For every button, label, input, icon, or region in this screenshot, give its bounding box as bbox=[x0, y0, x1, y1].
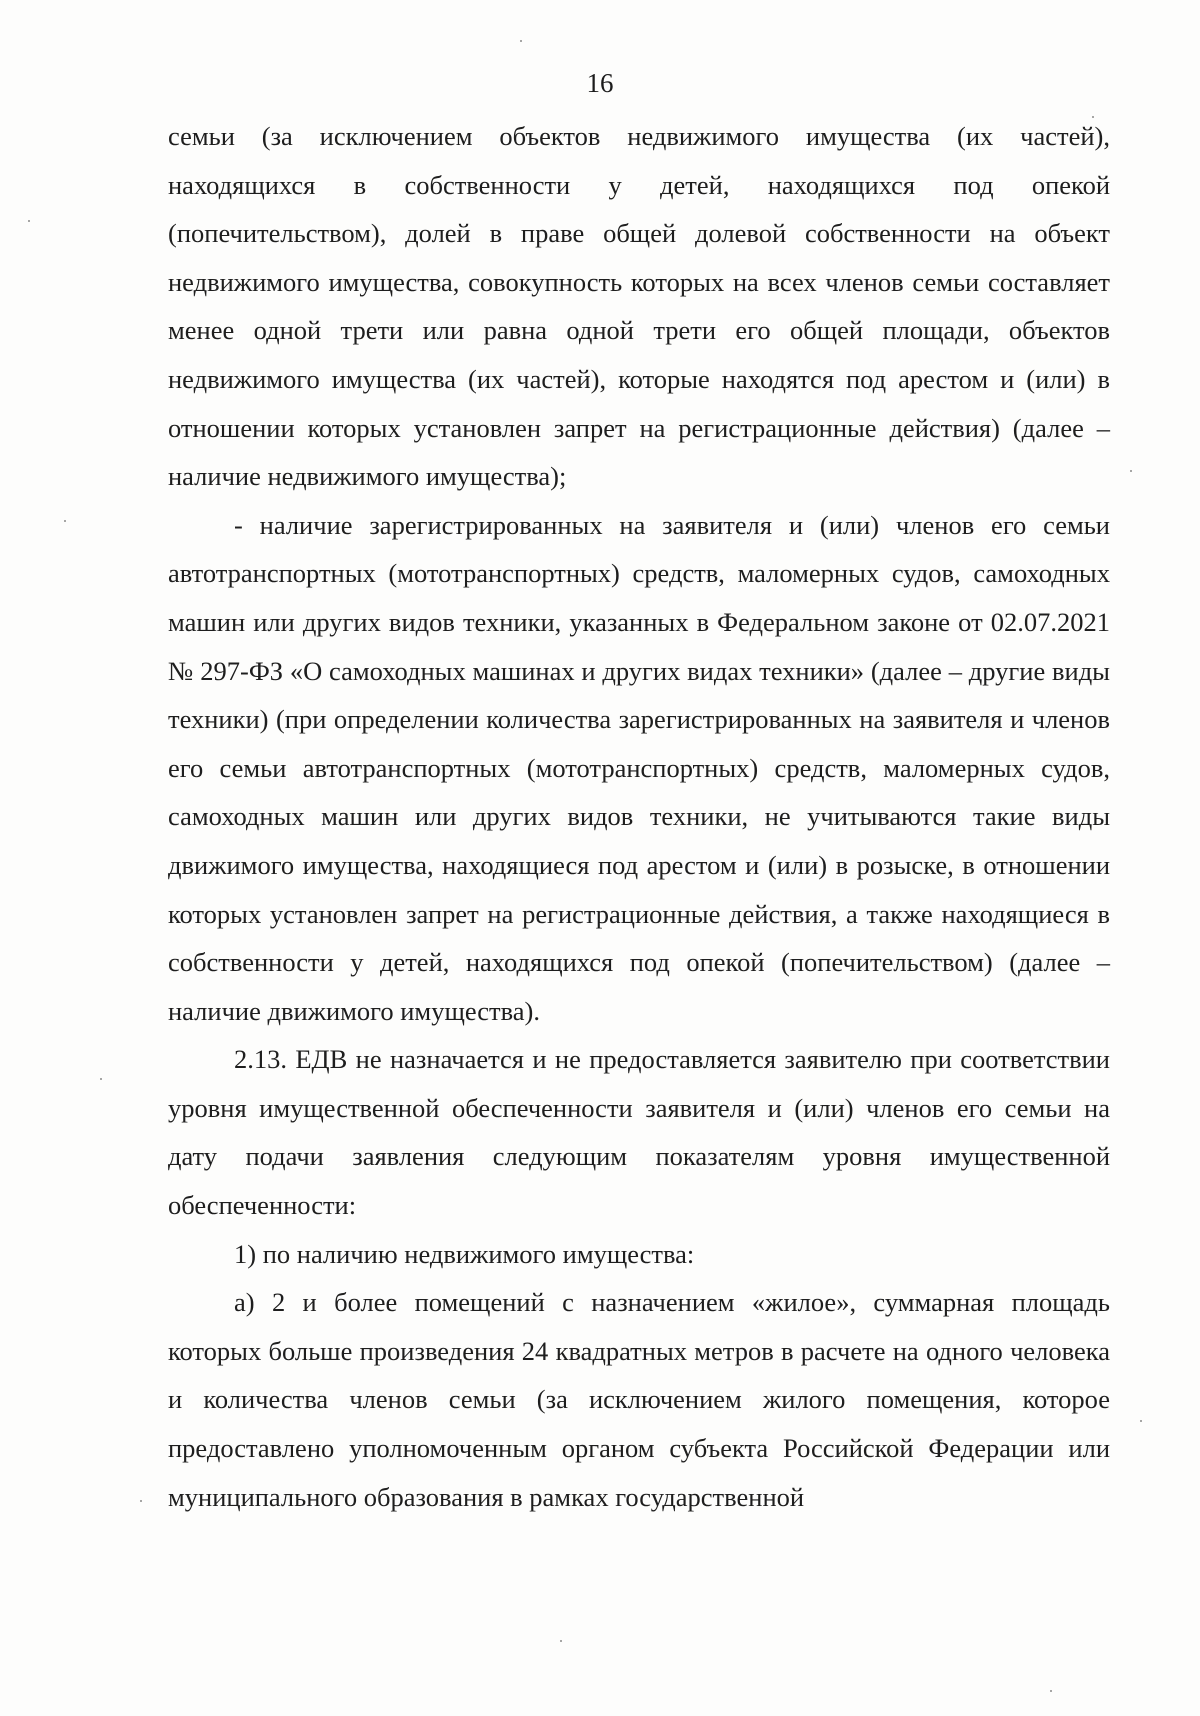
scan-speck bbox=[560, 1640, 562, 1642]
paragraph-item-1: 1) по наличию недвижимого имущества: bbox=[234, 1238, 695, 1269]
scan-speck bbox=[28, 220, 30, 222]
scan-speck bbox=[520, 40, 522, 42]
page-number: 16 bbox=[586, 68, 614, 98]
paragraph-section-2-13: 2.13. ЕДВ не назначается и не предоставляется заявителю при соответствии уровня имущественной обеспеченности заявителя и (или) членов его семьи на дату подачи заявления следующим показателям уровня имущественной обеспеченности: bbox=[168, 1044, 1110, 1221]
document-body bbox=[168, 112, 1110, 1521]
scan-speck bbox=[1140, 1420, 1142, 1422]
paragraph-item-a: а) 2 и более помещений с назначением «жилое», суммарная площадь которых больше произведения 24 квадратных метров в расчете на одного человека и количества членов семьи (за исключением жилого помещения, которое предоставлено уполномоченным органом субъекта Российской Федерации или муниципального образования в рамках государственной bbox=[168, 1287, 1110, 1512]
scan-speck bbox=[1050, 1690, 1052, 1692]
scan-speck bbox=[1130, 470, 1132, 472]
paragraph-movable-property: - наличие зарегистрированных на заявителя и (или) членов его семьи автотранспортных (мототранспортных) средств, маломерных судов, самоходных машин или других видов техники, указанных в Федеральном законе от 02.07.2021 № 297-ФЗ «О самоходных машинах и других видах техники» (далее – другие виды техники) (при определении количества зарегистрированных на заявителя и членов его семьи автотранспортных (мототранспортных) средств, маломерных судов, самоходных машин или других видов техники, не учитываются такие виды движимого имущества, находящиеся под арестом и (или) в розыске, в отношении которых установлен запрет на регистрационные действия, а также находящиеся в собственности у детей, находящихся под опекой (попечительством) (далее – наличие движимого имущества). bbox=[168, 509, 1110, 1026]
scan-speck bbox=[100, 1078, 102, 1080]
paragraph-real-estate-exclusions: семьи (за исключением объектов недвижимого имущества (их частей), находящихся в собственности у детей, находящихся под опекой (попечительством), долей в праве общей долевой собственности на объект недвижимого имущества, совокупность которых на всех членов семьи составляет менее одной трети или равна одной трети его общей площади, объектов недвижимого имущества (их частей), которые находятся под арестом и (или) в отношении которых установлен запрет на регистрационные действия) (далее – наличие недвижимого имущества); bbox=[168, 121, 1110, 492]
scan-speck bbox=[1092, 116, 1094, 118]
scan-speck bbox=[64, 520, 66, 522]
scan-speck bbox=[140, 1500, 142, 1502]
